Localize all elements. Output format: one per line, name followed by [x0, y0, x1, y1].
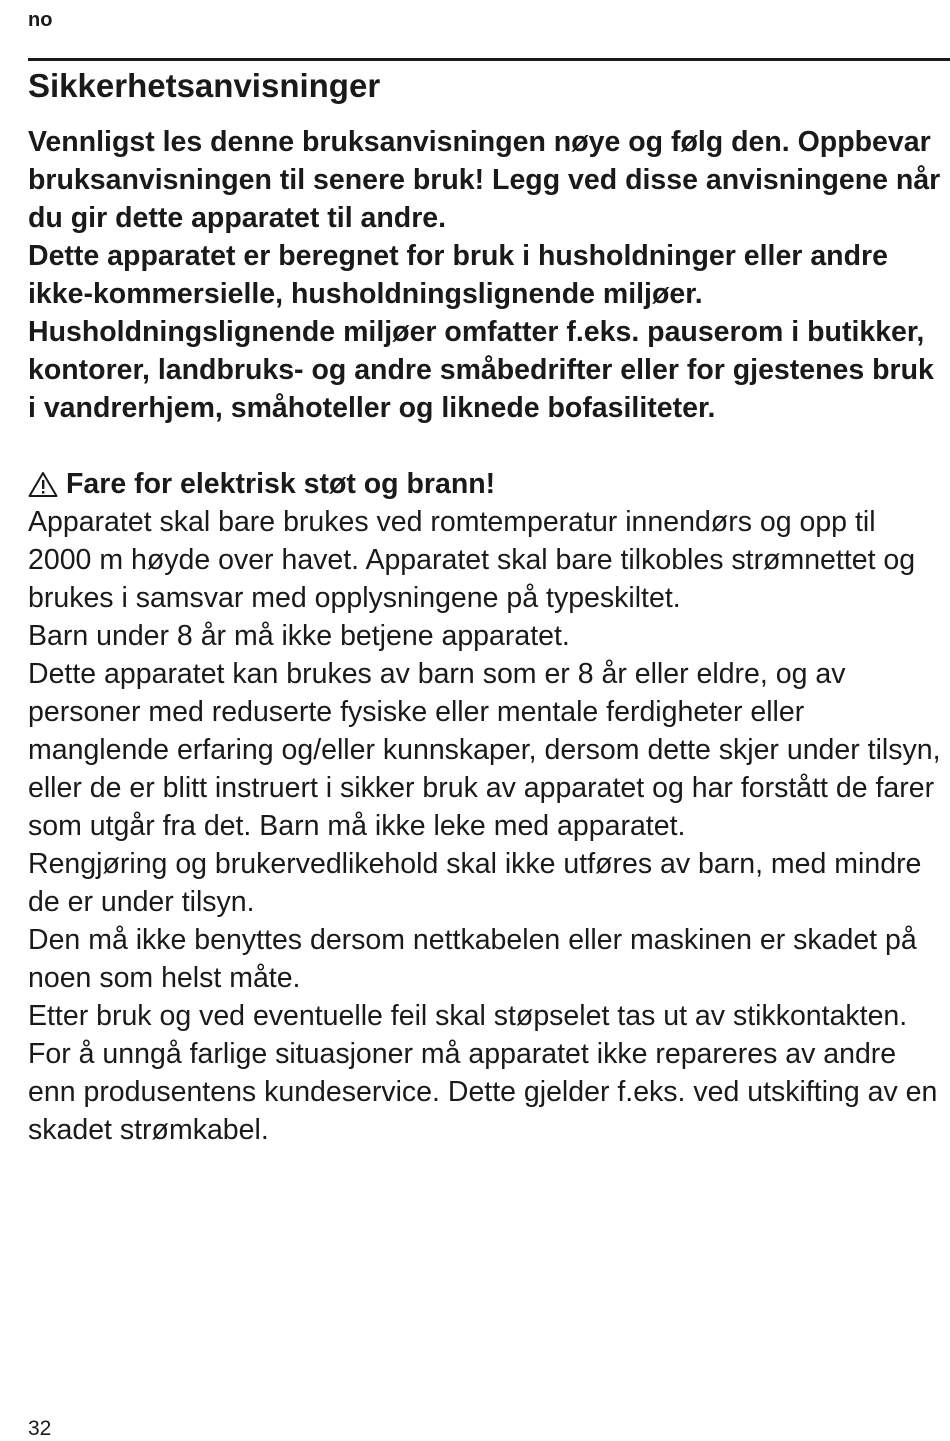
intro-block [28, 123, 946, 427]
language-tag: no [28, 9, 53, 31]
warning-paragraph: Etter bruk og ved eventuelle feil skal støpselet tas ut av stikkontakten. [28, 1000, 908, 1032]
intro-paragraph: Dette apparatet er beregnet for bruk i husholdninger eller andre ikke-kommersielle, husholdningslignende miljøer. Husholdningslignende miljøer omfatter f.eks. pauserom i butikker, kontorer, landbruks- og andre småbedrifter eller for gjestenes bruk i vandrerhjem, småhoteller og liknede bofasiliteter. [28, 240, 934, 424]
warning-paragraph: Den må ikke benyttes dersom nettkabelen eller maskinen er skadet på noen som helst måte. [28, 924, 917, 994]
page-number: 32 [28, 1417, 52, 1440]
warning-heading-text: Fare for elektrisk støt og brann! [66, 468, 496, 500]
warning-paragraph: Rengjøring og brukervedlikehold skal ikke utføres av barn, med mindre de er under tilsyn. [28, 848, 922, 918]
section-title: Sikkerhetsanvisninger [28, 67, 381, 104]
warning-body [28, 503, 946, 1149]
intro-paragraph: Vennligst les denne bruksanvisningen nøye og følg den. Oppbevar bruksanvisningen til senere bruk! Legg ved disse anvisningene når du gir dette apparatet til andre. [28, 126, 941, 234]
warning-triangle-icon [28, 471, 58, 498]
warning-heading [28, 465, 946, 503]
document-body [28, 66, 946, 1149]
warning-paragraph: Dette apparatet kan brukes av barn som er 8 år eller eldre, og av personer med reduserte fysiske eller mentale ferdigheter eller manglende erfaring og/eller kunnskaper, dersom dette skjer under tilsyn, eller de er blitt instruert i sikker bruk av apparatet og har forstått de farer som utgår fra det. Barn må ikke leke med apparatet. [28, 658, 941, 842]
warning-paragraph: Barn under 8 år må ikke betjene apparatet. [28, 620, 570, 652]
header-rule [28, 58, 950, 61]
warning-paragraph: For å unngå farlige situasjoner må apparatet ikke repareres av andre enn produsentens kundeservice. Dette gjelder f.eks. ved utskifting av en skadet strømkabel. [28, 1038, 938, 1146]
warning-paragraph: Apparatet skal bare brukes ved romtemperatur innendørs og opp til 2000 m høyde over havet. Apparatet skal bare tilkobles strømnettet og brukes i samsvar med opplysningene på typeskiltet. [28, 506, 916, 614]
